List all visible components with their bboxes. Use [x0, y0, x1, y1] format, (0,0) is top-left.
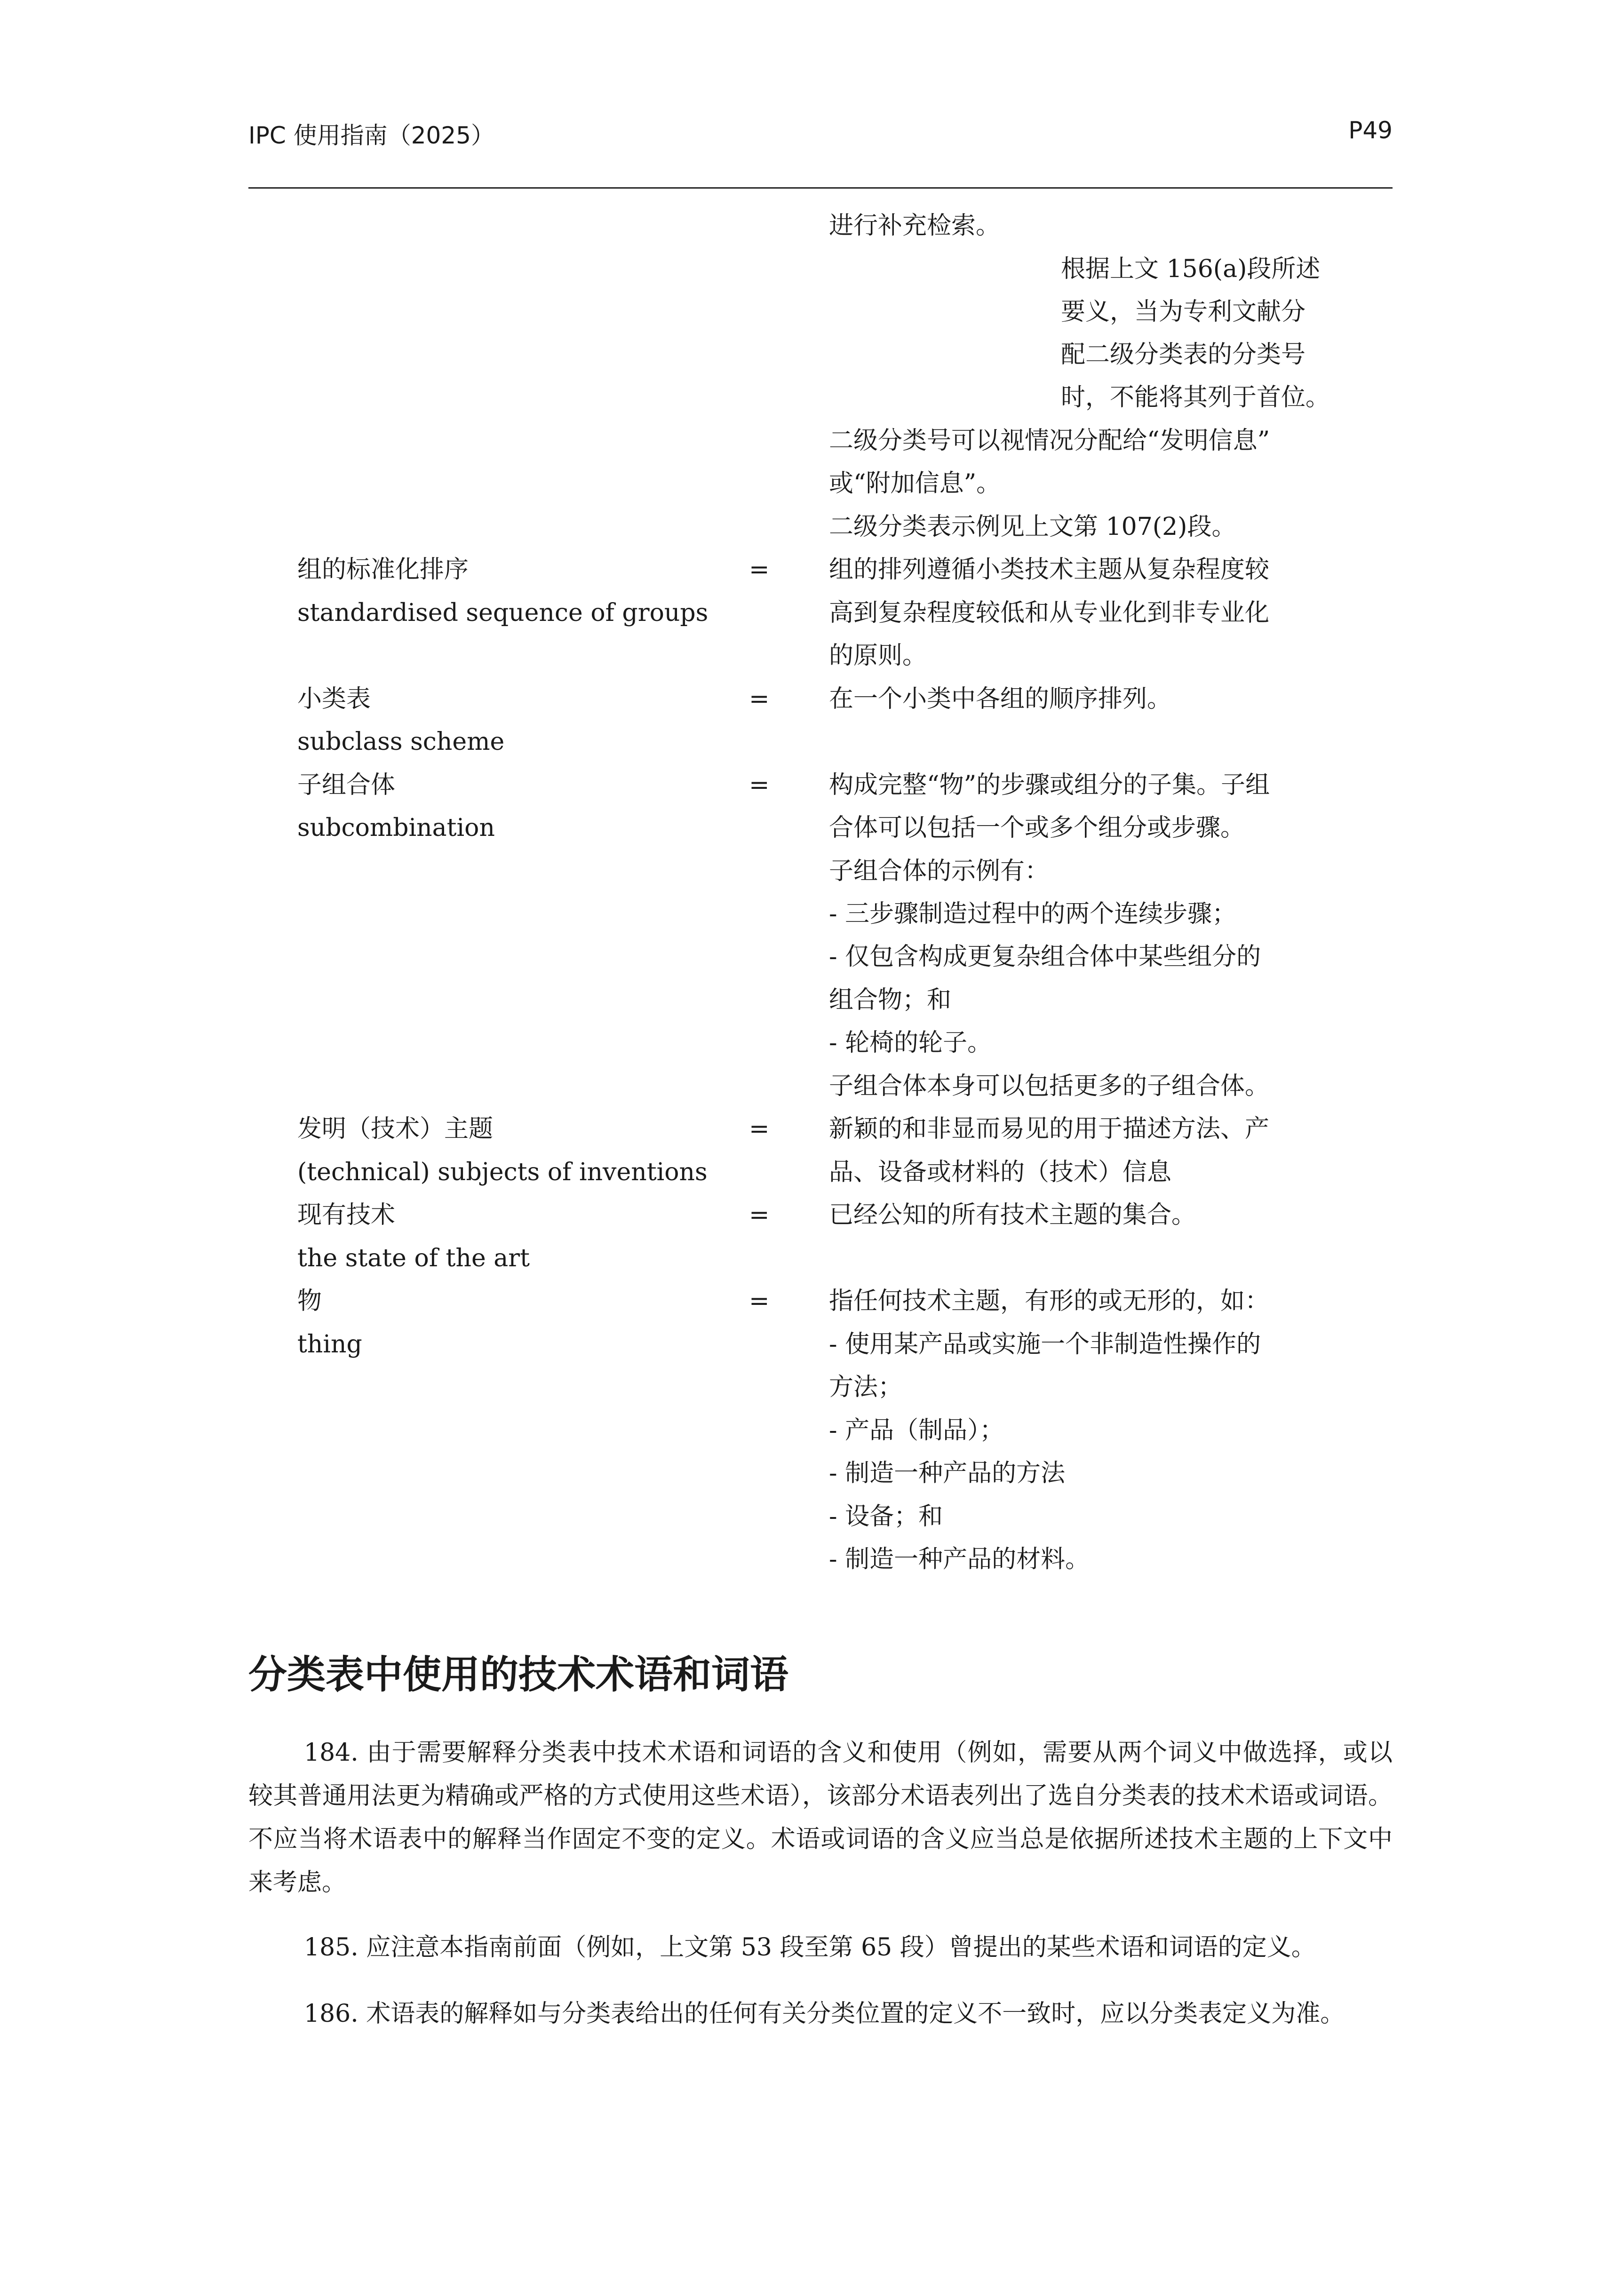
term-zh: 物: [297, 1287, 322, 1315]
definition-line: 在一个小类中各组的顺序排列。: [829, 685, 1172, 713]
definition-line: - 产品（制品）；: [829, 1416, 1004, 1445]
continuation-text: 进行补充检索。: [829, 212, 1001, 240]
definition-line: 子组合体的示例有：: [829, 857, 1050, 885]
term-en: the state of the art: [297, 1244, 530, 1272]
equals-sign: =: [749, 685, 770, 713]
definition-line: 品、设备或材料的（技术）信息: [829, 1158, 1172, 1186]
note-line: 配二级分类表的分类号: [1061, 341, 1306, 369]
paragraph-185: 185. 应注意本指南前面（例如，上文第 53 段至第 65 段）曾提出的某些术语和词语的定义。: [304, 1933, 1316, 1962]
definition-line: - 制造一种产品的材料。: [829, 1545, 1090, 1573]
definition-line: - 设备；和: [829, 1502, 943, 1531]
term-zh: 组的标准化排序: [297, 556, 469, 584]
note-line: 根据上文 156(a)段所述: [1061, 255, 1321, 283]
definition-line: 指任何技术主题，有形的或无形的，如：: [829, 1287, 1270, 1315]
term-en: (technical) subjects of inventions: [297, 1158, 708, 1186]
definition-line: - 制造一种产品的方法: [829, 1459, 1066, 1487]
definition-line: 合体可以包括一个或多个组分或步骤。: [829, 814, 1245, 842]
definition-line: - 使用某产品或实施一个非制造性操作的: [829, 1330, 1261, 1359]
paragraph-184: 184. 由于需要解释分类表中技术术语和词语的含义和使用（例如，需要从两个词义中做选择，或以较其普通用法更为精确或严格的方式使用这些术语），该部分术语表列出了选自分类表的技术术语或词语。不应当将术语表中的解释当作固定不变的定义。术语或词语的含义应当总是依据所述技术主题的上下文中来考虑。: [248, 1739, 1393, 1897]
page-number: P49: [1348, 117, 1393, 144]
definition-line: - 轮椅的轮子。: [829, 1029, 992, 1057]
equals-sign: =: [749, 1201, 770, 1229]
definition-line: - 仅包含构成更复杂组合体中某些组分的: [829, 943, 1261, 971]
definition-line: 新颖的和非显而易见的用于描述方法、产: [829, 1115, 1270, 1143]
equals-sign: =: [749, 1115, 770, 1143]
term-zh: 发明（技术）主题: [297, 1115, 494, 1143]
term-en: subclass scheme: [297, 728, 505, 756]
note-line: 时，不能将其列于首位。: [1061, 383, 1330, 412]
term-zh: 子组合体: [297, 771, 396, 799]
continuation-text: 或“附加信息”。: [829, 469, 1001, 498]
page-header: [248, 117, 1393, 150]
term-zh: 现有技术: [297, 1201, 396, 1229]
paragraph-186: 186. 术语表的解释如与分类表给出的任何有关分类位置的定义不一致时，应以分类表定义为准。: [304, 2000, 1345, 2028]
continuation-text: 二级分类表示例见上文第 107(2)段。: [829, 513, 1236, 541]
term-zh: 小类表: [297, 685, 371, 713]
definition-line: - 三步骤制造过程中的两个连续步骤；: [829, 900, 1237, 928]
term-en: standardised sequence of groups: [297, 599, 709, 627]
section-heading: 分类表中使用的技术术语和词语: [248, 1652, 789, 1697]
continuation-text: 二级分类号可以视情况分配给“发明信息”: [829, 427, 1270, 455]
definition-line: 的原则。: [829, 642, 927, 670]
term-en: thing: [297, 1330, 362, 1359]
term-en: subcombination: [297, 814, 495, 842]
definition-line: 高到复杂程度较低和从专业化到非专业化: [829, 599, 1270, 627]
definition-line: 组合物；和: [829, 986, 952, 1014]
definition-line: 组的排列遵循小类技术主题从复杂程度较: [829, 556, 1270, 584]
header-divider: [248, 187, 1393, 189]
note-line: 要义，当为专利文献分: [1061, 298, 1306, 326]
equals-sign: =: [749, 771, 770, 799]
definition-line: 构成完整“物”的步骤或组分的子集。子组: [829, 771, 1270, 799]
definition-line: 子组合体本身可以包括更多的子组合体。: [829, 1072, 1270, 1100]
definition-line: 已经公知的所有技术主题的集合。: [829, 1201, 1196, 1229]
equals-sign: =: [749, 556, 770, 584]
definition-line: 方法；: [829, 1373, 903, 1401]
equals-sign: =: [749, 1287, 770, 1315]
document-title: IPC 使用指南（2025）: [248, 122, 494, 149]
